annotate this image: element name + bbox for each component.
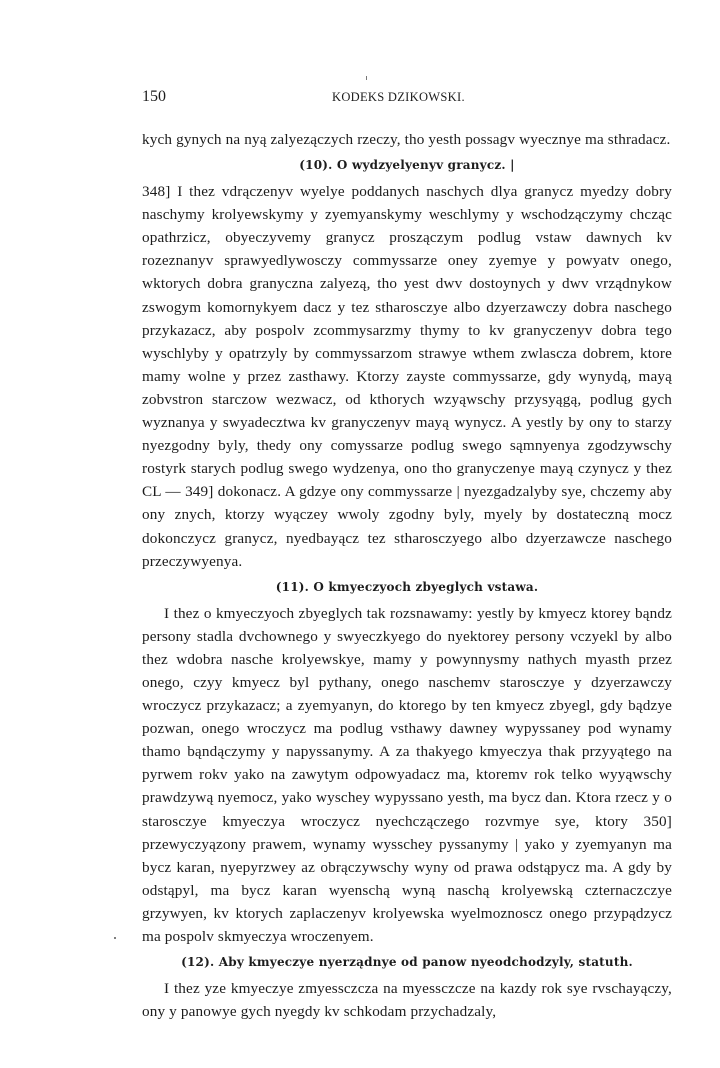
margin-marker-348: 348]: [142, 183, 171, 201]
section-12-text: I thez yze kmyeczye zmyessczcza na myessczcze na kazdy rok sye rvschayączy, ony y panowye gych nyegdy kv schkodam przychadzaly,: [142, 980, 672, 1021]
margin-marker-349: 349]: [185, 483, 214, 501]
section-10-title: (10). O wydzyelyenyv granycz. |: [299, 158, 515, 173]
section-11-text: [142, 602, 672, 948]
page-body: [142, 128, 672, 1023]
section-11-text-part1: I thez o kmyeczyoch zbyeglych tak rozsnawamy: yestly by kmyecz ktorey bąndz persony stadla dvchownego y swyeczkyego do nyektorey persony vczyekl by albo thez wdobra nasche krolyewskye, mamy y powynnysmy nathych myasth przez onego, czyy kmyecz byl pythany, onego naschemv starosczye y dzyerzawczy wroczycz przykazacz; a zyemyanyn, do ktorego by ten kmyecz zbyegl, gdy bądzye pozwan, onego wroczycz ma podlug vsthawy dawney wypyssaney pod wynamy thamo bąndączymy y napyssanymy. A za thakyego kmyeczya thak przyyątego na pyrwem rokv yako na zawytym odpowyadacz ma, ktoremv rok telko wyyąwschy prawdzywą nyemocz, yako wyschey wypyssano yesth, ma bycz dan. Ktora rzecz y o starosczye kmyeczya wroczycz nyechczączego rozvmye sye, ktory: [142, 604, 672, 830]
paragraph-continued: kych gynych na nyą zalyezączych rzeczy, tho yesth possagv wyecznye ma sthradacz.: [142, 131, 671, 148]
page-header: [142, 88, 672, 110]
print-mark: [366, 76, 367, 80]
margin-marker-350: 350]: [643, 812, 672, 830]
section-10-text: [142, 180, 672, 573]
section-11-text-part2: przewyczyązony prawem, wynamy wysschey pyssanymy | yako y zyemyanyn ma bycz karan, nyepyrzwey az obrączywschy wyny od prawa odstąpycz ma. A gdy by odstąpyl, ma bycz karan wyenschą wyną naschą krolyewską czternaczczye grzywyen, kv ktorych zaplaczenyv krolyewska wyelmoznoscz onego przypądzycz ma pospolv skmyeczya wroczenyem.: [142, 835, 672, 945]
section-10-text-part1: I thez vdrączenyv wyelye poddanych naschych dlya granycz myedzy dobry naschymy krolyewskymy y zyemyanskymy weschlymy y wschodzączymy chcząc opathrzicz, obyeczyvemy granycz proszączym podlug vstaw dawnych kv rozeznanyv sprawyedlywosczy commyssarze oney zyemye y powyatv onego, wktorych dobra granyczna zalyezą, tho yest dwv dostoynych y dwv vrządnykow zswogym komornykyem dacz y tez stharosczye albo dzyerzawczy dobra naschego przykazacz, aby pospolv zcommysarzmy thymy to kv granyczenyv dobra tego wyschlyby y opatrzyly by commyssarzom strawye wthem zwlascza dobrem, ktore mamy wolne y przez zasthawy. Ktorzy zayste commyssarze, gdy wynydą, mayą zobvstron starczow wezwacz, od kthorych wzyąwschy przysyągą, podlug gych wyznanya y swyadecztwa kv granyczenyv mayą wynycz. A yestly by ony to starzy nyezgodny byly, thedy ony comyssarze podlug swego sąmnyenya zgodzywschy rostyrk starych podlug swego wydzenya, ono tho granyczenye mayą czynycz y thez CL —: [142, 183, 672, 501]
stray-ink-dot: [114, 937, 116, 939]
running-title: KODEKS DZIKOWSKI.: [332, 90, 465, 104]
page-number: 150: [142, 88, 166, 105]
section-11-title: (11). O kmyeczyoch zbyeglych vstawa.: [275, 579, 539, 594]
section-10-text-part2: dokonacz. A gdzye ony commyssarze | nyezgadzalyby sye, chczemy aby ony znych, ktorzy wyączey wwoly zgodny byly, myely by dostateczną mocz dokonczycz granycz, nyedbayącz tez stharosczyego albo dzyerzawcze naschego przeczywyenya.: [142, 483, 672, 570]
section-12-title: (12). Aby kmyeczye nyerządnye od panow nyeodchodzyly, statuth.: [181, 955, 633, 970]
